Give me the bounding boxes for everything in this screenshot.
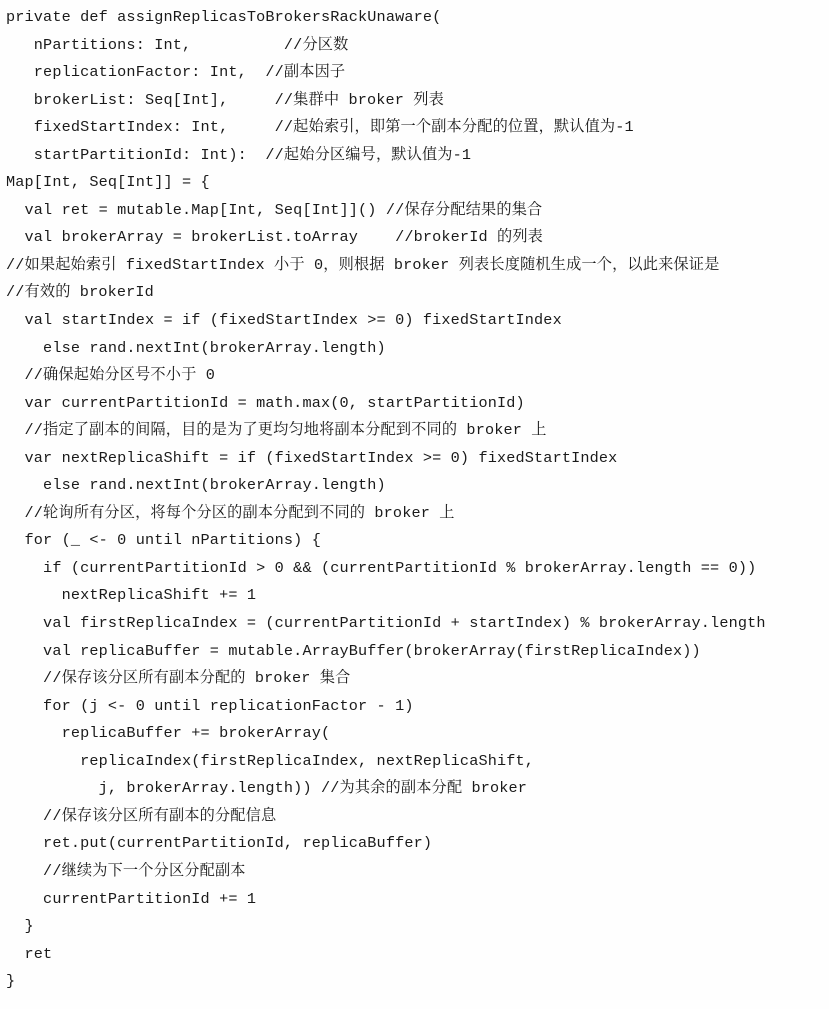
- code-line: replicationFactor: Int, //副本因子: [6, 63, 346, 82]
- code-line: //保存该分区所有副本的分配信息: [6, 806, 277, 825]
- code-line: ret.put(currentPartitionId, replicaBuffer): [6, 834, 433, 853]
- code-line: nPartitions: Int, //分区数: [6, 35, 349, 54]
- code-line: val startIndex = if (fixedStartIndex >= 0) fixedStartIndex: [6, 311, 562, 330]
- code-line: replicaIndex(firstReplicaIndex, nextReplicaShift,: [6, 751, 535, 770]
- code-line: var nextReplicaShift = if (fixedStartIndex >= 0) fixedStartIndex: [6, 448, 618, 467]
- code-line: else rand.nextInt(brokerArray.length): [6, 476, 386, 495]
- code-line: j, brokerArray.length)) //为其余的副本分配 broker: [6, 779, 528, 798]
- code-line: }: [6, 972, 16, 991]
- code-line: currentPartitionId += 1: [6, 889, 257, 908]
- code-line: ret: [6, 944, 53, 963]
- code-line: //轮询所有分区，将每个分区的副本分配到不同的 broker 上: [6, 503, 455, 522]
- code-line: var currentPartitionId = math.max(0, startPartitionId): [6, 393, 525, 412]
- code-line: //有效的 brokerId: [6, 283, 154, 302]
- code-line: replicaBuffer += brokerArray(: [6, 724, 331, 743]
- code-line: val ret = mutable.Map[Int, Seq[Int]]() //保存分配结果的集合: [6, 200, 543, 219]
- code-line: val replicaBuffer = mutable.ArrayBuffer(brokerArray(firstReplicaIndex)): [6, 641, 701, 660]
- code-line: nextReplicaShift += 1: [6, 586, 257, 605]
- code-line: //如果起始索引 fixedStartIndex 小于 0，则根据 broker 列表长度随机生成一个，以此来保证是: [6, 255, 720, 274]
- code-line: //继续为下一个分区分配副本: [6, 861, 246, 880]
- code-line: val firstReplicaIndex = (currentPartitionId + startIndex) % brokerArray.length: [6, 614, 766, 633]
- code-line: private def assignReplicasToBrokersRackUnaware(: [6, 8, 442, 26]
- code-line: val brokerArray = brokerList.toArray //brokerId 的列表: [6, 228, 544, 247]
- code-line: else rand.nextInt(brokerArray.length): [6, 338, 386, 357]
- code-line: for (_ <- 0 until nPartitions) {: [6, 531, 321, 550]
- code-line: //确保起始分区号不小于 0: [6, 366, 215, 385]
- code-line: //指定了副本的间隔，目的是为了更均匀地将副本分配到不同的 broker 上: [6, 421, 547, 440]
- code-line: Map[Int, Seq[Int]] = {: [6, 173, 210, 192]
- code-line: for (j <- 0 until replicationFactor - 1): [6, 696, 414, 715]
- code-line: }: [6, 917, 34, 936]
- code-line: fixedStartIndex: Int, //起始索引，即第一个副本分配的位置，默认值为-1: [6, 118, 634, 137]
- code-line: startPartitionId: Int): //起始分区编号，默认值为-1: [6, 145, 472, 164]
- code-line: if (currentPartitionId > 0 && (currentPartitionId % brokerArray.length == 0)): [6, 558, 757, 577]
- code-line: brokerList: Seq[Int], //集群中 broker 列表: [6, 90, 444, 109]
- code-line: //保存该分区所有副本分配的 broker 集合: [6, 669, 351, 688]
